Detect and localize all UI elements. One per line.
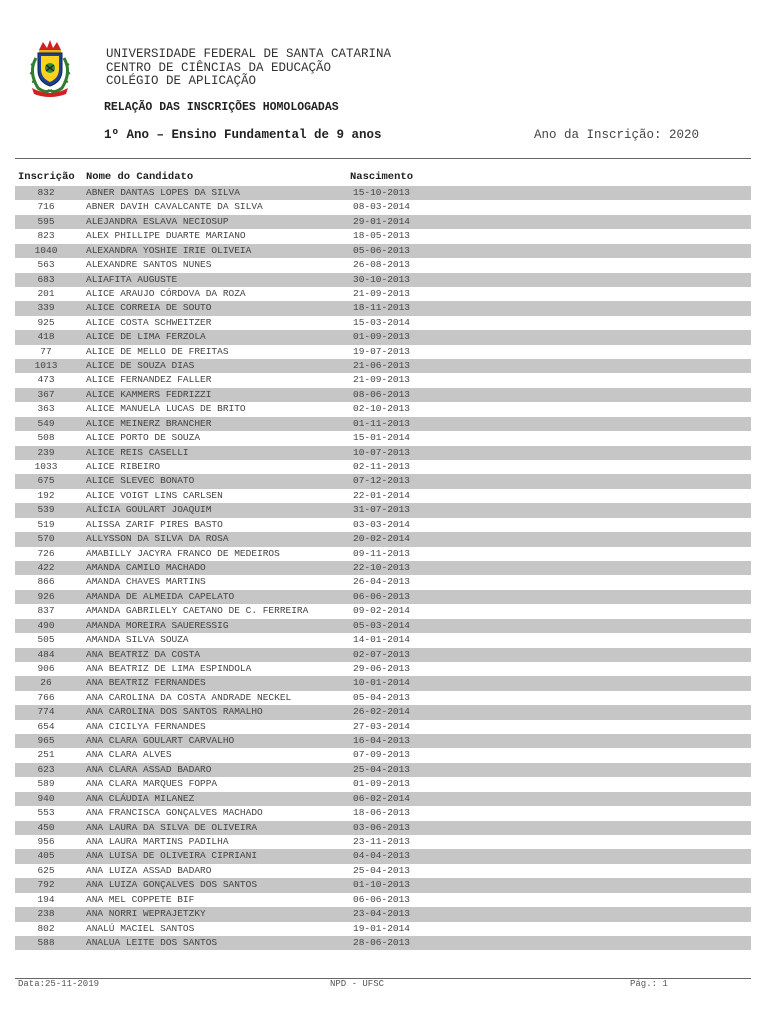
table-row bbox=[15, 446, 751, 460]
candidate-birthdate: 22-10-2013 bbox=[353, 561, 411, 573]
candidate-name: ANA CLARA GOULART CARVALHO bbox=[86, 735, 235, 747]
candidate-id: 238 bbox=[37, 908, 55, 920]
table-row bbox=[15, 849, 751, 863]
table-row bbox=[15, 936, 751, 950]
table-row bbox=[15, 402, 751, 416]
candidate-birthdate: 02-07-2013 bbox=[353, 648, 411, 660]
candidate-birthdate: 07-12-2013 bbox=[353, 475, 411, 487]
candidate-name: ALICE DE LIMA FERZOLA bbox=[86, 331, 206, 343]
column-header-name: Nome do Candidato bbox=[86, 171, 194, 183]
candidate-birthdate: 09-11-2013 bbox=[353, 547, 411, 559]
table-row bbox=[15, 489, 751, 503]
candidate-birthdate: 15-01-2014 bbox=[353, 432, 411, 444]
candidate-birthdate: 01-09-2013 bbox=[353, 778, 411, 790]
candidate-id: 405 bbox=[37, 850, 55, 862]
table-row bbox=[15, 388, 751, 402]
candidate-id: 339 bbox=[37, 302, 55, 314]
candidate-birthdate: 23-11-2013 bbox=[353, 835, 411, 847]
candidate-birthdate: 07-09-2013 bbox=[353, 749, 411, 761]
table-row bbox=[15, 359, 751, 373]
candidate-name: ANA NORRI WEPRAJETZKY bbox=[86, 908, 206, 920]
candidate-name: ANA CLARA MARQUES FOPPA bbox=[86, 778, 218, 790]
candidate-birthdate: 10-07-2013 bbox=[353, 446, 411, 458]
candidate-id: 774 bbox=[37, 706, 55, 718]
candidate-id: 675 bbox=[37, 475, 55, 487]
table-row bbox=[15, 604, 751, 618]
institution-header bbox=[106, 48, 391, 89]
candidate-name: ALISSA ZARIF PIRES BASTO bbox=[86, 518, 223, 530]
candidate-id: 956 bbox=[37, 835, 55, 847]
candidate-birthdate: 26-04-2013 bbox=[353, 576, 411, 588]
candidate-birthdate: 06-06-2013 bbox=[353, 590, 411, 602]
candidate-id: 589 bbox=[37, 778, 55, 790]
candidate-name: ALICE SLEVEC BONATO bbox=[86, 475, 195, 487]
school-name: COLÉGIO DE APLICAÇÃO bbox=[106, 74, 257, 88]
candidate-birthdate: 27-03-2014 bbox=[353, 720, 411, 732]
candidate-id: 625 bbox=[37, 864, 55, 876]
table-row bbox=[15, 691, 751, 705]
candidate-name: ABNER DANTAS LOPES DA SILVA bbox=[86, 187, 240, 198]
candidate-birthdate: 31-07-2013 bbox=[353, 504, 411, 516]
candidate-id: 832 bbox=[37, 187, 55, 198]
candidate-id: 473 bbox=[37, 374, 55, 386]
table-row bbox=[15, 345, 751, 359]
candidate-birthdate: 18-11-2013 bbox=[353, 302, 411, 314]
candidate-id: 1013 bbox=[34, 360, 58, 372]
candidate-name: ANA CLARA ASSAD BADARO bbox=[86, 763, 212, 775]
candidate-birthdate: 05-03-2014 bbox=[353, 619, 411, 631]
table-row bbox=[15, 474, 751, 488]
candidate-birthdate: 20-02-2014 bbox=[353, 533, 411, 545]
university-crest-logo bbox=[24, 38, 76, 98]
center-name: CENTRO DE CIÊNCIAS DA EDUCAÇÃO bbox=[106, 60, 332, 75]
table-row bbox=[15, 258, 751, 272]
table-row bbox=[15, 301, 751, 315]
candidate-birthdate: 23-04-2013 bbox=[353, 908, 411, 920]
table-row bbox=[15, 186, 751, 200]
candidate-name: ANA CAROLINA DOS SANTOS RAMALHO bbox=[86, 706, 263, 718]
candidate-birthdate: 28-06-2013 bbox=[353, 936, 411, 948]
candidate-name: ANA FRANCISCA GONÇALVES MACHADO bbox=[86, 807, 263, 819]
candidate-name: ANA CAROLINA DA COSTA ANDRADE NECKEL bbox=[86, 691, 292, 703]
column-header-id: Inscrição bbox=[18, 171, 75, 183]
candidate-birthdate: 08-06-2013 bbox=[353, 388, 411, 400]
candidate-name: ANA BEATRIZ FERNANDES bbox=[86, 677, 206, 689]
candidate-name: ABNER DAVIH CAVALCANTE DA SILVA bbox=[86, 201, 263, 213]
candidate-name: AMANDA GABRILELY CAETANO DE C. FERREIRA bbox=[86, 605, 309, 617]
candidate-id: 549 bbox=[37, 417, 55, 429]
candidate-name: ANA MEL COPPETE BIF bbox=[86, 893, 195, 905]
footer-page: Pág.: 1 bbox=[630, 979, 668, 989]
table-row bbox=[15, 532, 751, 546]
candidate-id: 570 bbox=[37, 533, 55, 545]
table-row bbox=[15, 417, 751, 431]
candidate-birthdate: 21-09-2013 bbox=[353, 287, 411, 299]
candidate-name: ALICE FERNANDEZ FALLER bbox=[86, 374, 212, 386]
candidate-name: ALEJANDRA ESLAVA NECIOSUP bbox=[86, 215, 229, 227]
candidate-id: 450 bbox=[37, 821, 55, 833]
candidate-id: 925 bbox=[37, 316, 55, 328]
candidate-id: 595 bbox=[37, 215, 55, 227]
candidate-name: ALICE ARAUJO CÓRDOVA DA ROZA bbox=[86, 287, 246, 299]
candidate-name: AMANDA CAMILO MACHADO bbox=[86, 561, 206, 573]
table-row bbox=[15, 648, 751, 662]
candidate-birthdate: 01-09-2013 bbox=[353, 331, 411, 343]
candidate-id: 823 bbox=[37, 230, 55, 242]
table-row bbox=[15, 792, 751, 806]
candidate-id: 837 bbox=[37, 605, 55, 617]
table-row bbox=[15, 460, 751, 474]
candidate-birthdate: 03-06-2013 bbox=[353, 821, 411, 833]
candidate-birthdate: 25-04-2013 bbox=[353, 864, 411, 876]
candidate-name: ALICE COSTA SCHWEITZER bbox=[86, 316, 212, 328]
candidate-id: 654 bbox=[37, 720, 55, 732]
candidate-birthdate: 29-06-2013 bbox=[353, 662, 411, 674]
candidate-id: 792 bbox=[37, 879, 55, 891]
candidate-name: ALICE MEINERZ BRANCHER bbox=[86, 417, 212, 429]
candidate-name: AMANDA CHAVES MARTINS bbox=[86, 576, 206, 588]
candidate-id: 422 bbox=[37, 561, 55, 573]
candidate-name: ALEX PHILLIPE DUARTE MARIANO bbox=[86, 230, 246, 242]
candidate-id: 418 bbox=[37, 331, 55, 343]
candidate-birthdate: 06-06-2013 bbox=[353, 893, 411, 905]
table-row bbox=[15, 518, 751, 532]
candidate-birthdate: 25-04-2013 bbox=[353, 763, 411, 775]
candidate-id: 726 bbox=[37, 547, 55, 559]
candidate-birthdate: 26-02-2014 bbox=[353, 706, 411, 718]
footer-date: Data:25-11-2019 bbox=[18, 979, 100, 989]
header-divider bbox=[15, 158, 751, 159]
table-row bbox=[15, 619, 751, 633]
candidate-id: 201 bbox=[37, 287, 55, 299]
candidate-id: 906 bbox=[37, 662, 55, 674]
table-row bbox=[15, 806, 751, 820]
candidate-id: 553 bbox=[37, 807, 55, 819]
table-row bbox=[15, 763, 751, 777]
table-row bbox=[15, 229, 751, 243]
candidate-name: ALICE KAMMERS FEDRIZZI bbox=[86, 388, 212, 400]
candidate-name: ANA CICILYA FERNANDES bbox=[86, 720, 206, 732]
table-row bbox=[15, 633, 751, 647]
table-row bbox=[15, 864, 751, 878]
table-row bbox=[15, 373, 751, 387]
candidate-name: ANA CLARA ALVES bbox=[86, 749, 172, 761]
candidate-name: ANA BEATRIZ DA COSTA bbox=[86, 648, 201, 660]
candidate-id: 192 bbox=[37, 489, 55, 501]
table-row bbox=[15, 330, 751, 344]
course-title: 1º Ano – Ensino Fundamental de 9 anos bbox=[104, 128, 382, 142]
candidate-id: 940 bbox=[37, 792, 55, 804]
candidate-birthdate: 06-02-2014 bbox=[353, 792, 411, 804]
candidate-name: AMANDA DE ALMEIDA CAPELATO bbox=[86, 590, 235, 602]
candidate-birthdate: 18-06-2013 bbox=[353, 807, 411, 819]
table-row bbox=[15, 431, 751, 445]
candidate-birthdate: 29-01-2014 bbox=[353, 215, 411, 227]
table-row bbox=[15, 316, 751, 330]
candidate-birthdate: 19-01-2014 bbox=[353, 922, 411, 934]
candidate-birthdate: 10-01-2014 bbox=[353, 677, 411, 689]
candidate-birthdate: 22-01-2014 bbox=[353, 489, 411, 501]
university-name: UNIVERSIDADE FEDERAL DE SANTA CATARINA bbox=[106, 47, 392, 61]
table-row bbox=[15, 590, 751, 604]
column-header-birth: Nascimento bbox=[350, 171, 414, 183]
candidate-name: ANA LAURA DA SILVA DE OLIVEIRA bbox=[86, 821, 258, 833]
candidate-name: ANA LAURA MARTINS PADILHA bbox=[86, 835, 229, 847]
candidate-birthdate: 15-03-2014 bbox=[353, 316, 411, 328]
candidate-id: 519 bbox=[37, 518, 55, 530]
candidate-id: 77 bbox=[40, 345, 52, 357]
candidate-name: ANA BEATRIZ DE LIMA ESPINDOLA bbox=[86, 662, 252, 674]
table-row bbox=[15, 662, 751, 676]
candidate-id: 766 bbox=[37, 691, 55, 703]
candidate-birthdate: 02-11-2013 bbox=[353, 461, 411, 473]
table-row bbox=[15, 705, 751, 719]
candidate-id: 1033 bbox=[34, 461, 58, 473]
candidate-birthdate: 01-11-2013 bbox=[353, 417, 411, 429]
table-row bbox=[15, 676, 751, 690]
candidate-birthdate: 08-03-2014 bbox=[353, 201, 411, 213]
candidate-birthdate: 16-04-2013 bbox=[353, 735, 411, 747]
table-row bbox=[15, 200, 751, 214]
candidate-name: ALÍCIA GOULART JOAQUIM bbox=[86, 504, 212, 516]
candidate-name: ALICE PORTO DE SOUZA bbox=[86, 432, 201, 444]
table-row bbox=[15, 734, 751, 748]
table-row bbox=[15, 244, 751, 258]
table-row bbox=[15, 287, 751, 301]
candidate-birthdate: 05-06-2013 bbox=[353, 244, 411, 256]
candidate-id: 965 bbox=[37, 735, 55, 747]
candidate-id: 26 bbox=[40, 677, 52, 689]
candidate-name: ALIAFITA AUGUSTE bbox=[86, 273, 178, 285]
candidate-id: 623 bbox=[37, 763, 55, 775]
table-row bbox=[15, 575, 751, 589]
candidate-name: ANA LUISA DE OLIVEIRA CIPRIANI bbox=[86, 850, 258, 862]
candidate-birthdate: 21-06-2013 bbox=[353, 360, 411, 372]
candidate-id: 194 bbox=[37, 893, 55, 905]
candidate-birthdate: 30-10-2013 bbox=[353, 273, 411, 285]
candidate-name: ALICE DE SOUZA DIAS bbox=[86, 360, 195, 372]
table-row bbox=[15, 821, 751, 835]
footer-center: NPD - UFSC bbox=[330, 979, 385, 989]
candidate-name: AMANDA MOREIRA SAUERESSIG bbox=[86, 619, 229, 631]
registration-year: Ano da Inscrição: 2020 bbox=[534, 128, 700, 142]
candidate-id: 363 bbox=[37, 403, 55, 415]
candidate-birthdate: 19-07-2013 bbox=[353, 345, 411, 357]
candidate-id: 539 bbox=[37, 504, 55, 516]
table-row bbox=[15, 748, 751, 762]
table-row bbox=[15, 547, 751, 561]
candidate-birthdate: 01-10-2013 bbox=[353, 879, 411, 891]
table-row bbox=[15, 907, 751, 921]
candidate-birthdate: 04-04-2013 bbox=[353, 850, 411, 862]
candidate-id: 1040 bbox=[34, 244, 58, 256]
candidate-name: ANA LUIZA GONÇALVES DOS SANTOS bbox=[86, 879, 258, 891]
table-row bbox=[15, 503, 751, 517]
table-row bbox=[15, 215, 751, 229]
candidate-birthdate: 03-03-2014 bbox=[353, 518, 411, 530]
candidate-birthdate: 09-02-2014 bbox=[353, 605, 411, 617]
candidate-name: ALICE MANUELA LUCAS DE BRITO bbox=[86, 403, 246, 415]
candidate-id: 251 bbox=[37, 749, 55, 761]
table-row bbox=[15, 561, 751, 575]
candidate-id: 716 bbox=[37, 201, 55, 213]
candidate-name: ALICE DE MELLO DE FREITAS bbox=[86, 345, 229, 357]
candidate-id: 588 bbox=[37, 936, 55, 948]
candidate-name: ANALUA LEITE DOS SANTOS bbox=[86, 936, 218, 948]
candidate-birthdate: 18-05-2013 bbox=[353, 230, 411, 242]
candidate-name: ANALÚ MACIEL SANTOS bbox=[86, 922, 195, 934]
candidate-id: 367 bbox=[37, 388, 55, 400]
candidate-name: ANA CLÁUDIA MILANEZ bbox=[86, 792, 195, 804]
candidate-name: ALICE RIBEIRO bbox=[86, 461, 161, 473]
candidate-name: ALICE CORREIA DE SOUTO bbox=[86, 302, 212, 314]
candidate-name: ALICE VOIGT LINS CARLSEN bbox=[86, 489, 223, 501]
candidate-id: 683 bbox=[37, 273, 55, 285]
candidate-id: 508 bbox=[37, 432, 55, 444]
table-row bbox=[15, 273, 751, 287]
table-row bbox=[15, 835, 751, 849]
candidate-name: AMANDA SILVA SOUZA bbox=[86, 634, 189, 646]
candidate-id: 484 bbox=[37, 648, 55, 660]
candidate-id: 239 bbox=[37, 446, 55, 458]
candidate-name: AMABILLY JACYRA FRANCO DE MEDEIROS bbox=[86, 547, 280, 559]
candidates-table bbox=[15, 186, 751, 950]
candidate-name: ALEXANDRE SANTOS NUNES bbox=[86, 259, 212, 271]
candidate-id: 802 bbox=[37, 922, 55, 934]
candidate-id: 563 bbox=[37, 259, 55, 271]
candidate-id: 926 bbox=[37, 590, 55, 602]
candidate-birthdate: 05-04-2013 bbox=[353, 691, 411, 703]
table-row bbox=[15, 893, 751, 907]
candidate-birthdate: 26-08-2013 bbox=[353, 259, 411, 271]
candidate-birthdate: 15-10-2013 bbox=[353, 187, 411, 198]
table-row bbox=[15, 922, 751, 936]
candidate-name: ALICE REIS CASELLI bbox=[86, 446, 189, 458]
candidate-id: 490 bbox=[37, 619, 55, 631]
candidate-birthdate: 02-10-2013 bbox=[353, 403, 411, 415]
candidate-birthdate: 21-09-2013 bbox=[353, 374, 411, 386]
table-row bbox=[15, 720, 751, 734]
report-title: RELAÇÃO DAS INSCRIÇÕES HOMOLOGADAS bbox=[104, 101, 339, 114]
candidate-name: ANA LUIZA ASSAD BADARO bbox=[86, 864, 212, 876]
candidate-name: ALLYSSON DA SILVA DA ROSA bbox=[86, 533, 229, 545]
table-row bbox=[15, 777, 751, 791]
candidate-birthdate: 14-01-2014 bbox=[353, 634, 411, 646]
candidate-id: 505 bbox=[37, 634, 55, 646]
candidate-name: ALEXANDRA YOSHIE IRIE OLIVEIA bbox=[86, 244, 252, 256]
candidate-id: 866 bbox=[37, 576, 55, 588]
table-row bbox=[15, 878, 751, 892]
